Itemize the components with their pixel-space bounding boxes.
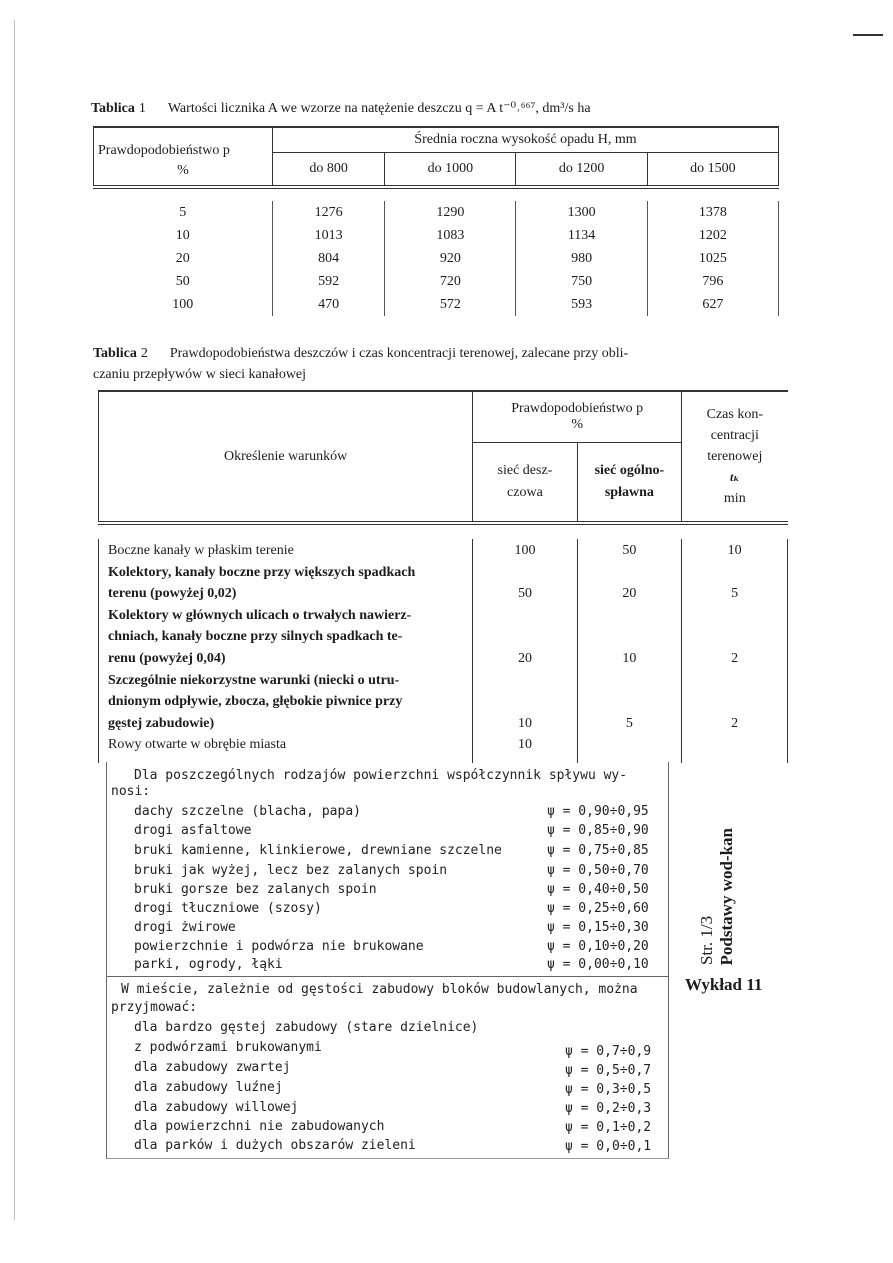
table2-header-prob-label: Prawdopodobieństwo p [511, 401, 644, 416]
table1-cell: 796 [647, 270, 778, 293]
table1-cell: 593 [516, 293, 647, 316]
surface-coefficient: ψ = 0,00÷0,10 [547, 957, 649, 972]
table2-value: 50 [517, 586, 532, 602]
table1-cell: 627 [647, 293, 778, 316]
table2-value [683, 562, 786, 584]
condition-line: Kolektory, kanały boczne przy większych spadkach [108, 564, 416, 580]
table2-header-rain [473, 443, 577, 524]
city-intro: W mieście, zależnie od gęstości zabudowy bloków budowlanych, można [121, 982, 638, 997]
table1-col-header: do 800 [273, 153, 385, 188]
table1-cell: 100 [94, 293, 273, 316]
table2-value: 5 [731, 586, 739, 602]
city-coefficient: ψ = 0,5÷0,7 [565, 1063, 652, 1078]
table2-label: Tablica [93, 346, 137, 361]
table1-cell: 1290 [385, 201, 516, 224]
table2-value: 10 [622, 650, 637, 666]
condition-line: gęstej zabudowie) [108, 715, 215, 731]
table1-cell: 750 [516, 270, 647, 293]
table-row [94, 201, 779, 224]
condition-line: dnionym odpływie, zbocza, głębokie piwnice przy [108, 694, 403, 710]
corner-mark [853, 34, 883, 36]
table2-header-time-unit: min [723, 491, 746, 506]
table2-value: 5 [625, 715, 633, 731]
table2-value [683, 626, 786, 648]
table1-header-prob-label: Prawdopodobieństwo p [98, 142, 230, 158]
table2-header-combined-line: spławna [604, 485, 654, 500]
table2-value: 10 [517, 715, 532, 731]
table1-header-height: Średnia roczna wysokość opadu H, mm [273, 127, 779, 153]
condition-line: Kolektory w głównych ulicach o trwałych nawierz- [108, 607, 412, 623]
city-label: dla bardzo gęstej zabudowy (stare dzielnice) [134, 1020, 479, 1035]
city-coefficient: ψ = 0,2÷0,3 [565, 1101, 652, 1116]
city-intro: przyjmować: [111, 1000, 198, 1015]
table1-cell: 804 [273, 247, 385, 270]
table2-header-prob-unit: % [571, 417, 584, 432]
table2-header-time [682, 391, 788, 523]
surface-coefficient: ψ = 0,10÷0,20 [547, 939, 649, 954]
table2-rain-cell [473, 539, 577, 763]
table1-cell: 720 [385, 270, 516, 293]
table1-cell: 1276 [273, 201, 385, 224]
table2-value [683, 691, 786, 713]
table2-value [579, 734, 681, 756]
table2-value [474, 562, 575, 584]
course-title: Podstawy wod-kan [717, 827, 736, 965]
coef-intro: nosi: [111, 784, 151, 799]
city-label: dla parków i dużych obszarów zieleni [134, 1138, 416, 1153]
table2-header-combined-line: sieć ogólno- [594, 463, 665, 478]
side-annotation [697, 800, 737, 965]
table-row [94, 224, 779, 247]
city-coefficient: ψ = 0,0÷0,1 [565, 1139, 652, 1154]
surface-label: drogi żwirowe [134, 920, 236, 935]
table2-header-rain-line: sieć desz- [497, 463, 553, 478]
table2-value [579, 670, 681, 692]
condition-line: terenu (powyżej 0,02) [108, 586, 237, 602]
table2-value [683, 670, 786, 692]
table1-cell: 50 [94, 270, 273, 293]
condition-line: Boczne kanały w płaskim terenie [108, 543, 294, 558]
city-label: dla zabudowy zwartej [134, 1060, 291, 1075]
table2-value [474, 670, 575, 692]
city-coefficient: ψ = 0,1÷0,2 [565, 1120, 652, 1135]
table1-cell: 1300 [516, 201, 647, 224]
table1-cell: 20 [94, 247, 273, 270]
table2-value: 50 [622, 543, 637, 558]
lecture-label: Wykład 11 [685, 975, 763, 994]
table2-conditions-cell [99, 539, 473, 763]
table2-value [579, 562, 681, 584]
table2-value [683, 734, 786, 756]
surface-coefficient: ψ = 0,85÷0,90 [547, 823, 649, 838]
condition-line: Szczególnie niekorzystne warunki (niecki o utru- [108, 672, 400, 688]
table1-label: Tablica [91, 101, 135, 116]
city-label: dla zabudowy luźnej [134, 1080, 283, 1095]
table2-value: 20 [622, 586, 637, 602]
city-coefficient: ψ = 0,3÷0,5 [565, 1082, 652, 1097]
table2-value [579, 605, 681, 627]
table1-cell: 470 [273, 293, 385, 316]
table1-col-header: do 1000 [385, 153, 516, 188]
surface-label: dachy szczelne (blacha, papa) [134, 804, 361, 819]
table2-value: 2 [731, 650, 739, 666]
table2-value [579, 691, 681, 713]
surface-coefficient: ψ = 0,40÷0,50 [547, 882, 649, 897]
table2-value [579, 626, 681, 648]
table1-cell: 1378 [647, 201, 778, 224]
table1-col-header: do 1200 [516, 153, 647, 188]
table2-value: 10 [517, 737, 532, 753]
table2-header-probability [473, 391, 682, 443]
table1-cell: 1202 [647, 224, 778, 247]
surface-label: drogi asfaltowe [134, 823, 252, 838]
coef-intro: Dla poszczególnych rodzajów powierzchni współczynnik spływu wy- [134, 768, 628, 783]
table2-title-line1: Prawdopodobieństwa deszczów i czas koncentracji terenowej, zalecane przy obli- [169, 346, 629, 361]
table2-value [474, 605, 575, 627]
table2-value [474, 626, 575, 648]
surface-coefficient: ψ = 0,25÷0,60 [547, 901, 649, 916]
runoff-coefficients-surfaces [106, 762, 669, 977]
table2-header-rain-line: czowa [507, 485, 543, 500]
table2-header-conditions: Określenie warunków [99, 391, 473, 523]
table1-caption [91, 100, 591, 117]
table2-value [683, 605, 786, 627]
surface-coefficient: ψ = 0,15÷0,30 [547, 920, 649, 935]
table1-number: 1 [138, 101, 146, 116]
table1-cell: 1083 [385, 224, 516, 247]
surface-label: bruki jak wyżej, lecz bez zalanych spoin [134, 863, 448, 878]
table2-combined-cell [577, 539, 682, 763]
table1-cell: 980 [516, 247, 647, 270]
city-label: z podwórzami brukowanymi [134, 1040, 322, 1055]
table1-cell: 5 [94, 201, 273, 224]
city-label: dla zabudowy willowej [134, 1100, 299, 1115]
table1-cell: 592 [273, 270, 385, 293]
table2-value: 10 [727, 543, 742, 558]
table2-value: 20 [517, 650, 532, 666]
condition-line: renu (powyżej 0,04) [108, 650, 226, 666]
table1-header-probability [94, 127, 273, 187]
table1-cell: 1134 [516, 224, 647, 247]
table1-col-header: do 1500 [647, 153, 778, 188]
table1-title: Wartości licznika A we wzorze na natężenie deszczu q = A t⁻⁰˒⁶⁶⁷, dm³/s ha [167, 101, 591, 116]
table1-cell: 1025 [647, 247, 778, 270]
surface-coefficient: ψ = 0,75÷0,85 [547, 843, 649, 858]
surface-label: bruki kamienne, klinkierowe, drewniane szczelne [134, 843, 502, 858]
table2-value: 2 [731, 715, 739, 731]
table1-header-prob-unit: % [177, 162, 189, 178]
table2-title-line2: czaniu przepływów w sieci kanałowej [93, 367, 307, 382]
table2-header-time-line: terenowej [707, 449, 763, 464]
surface-label: powierzchnie i podwórza nie brukowane [134, 939, 424, 954]
table2-caption [93, 346, 628, 362]
table1 [93, 126, 779, 316]
table2-caption-line2 [93, 367, 306, 383]
city-label: dla powierzchni nie zabudowanych [134, 1119, 385, 1134]
table2-value: 100 [514, 543, 536, 558]
table2-number: 2 [140, 346, 148, 361]
table2-header-time-line: centracji [710, 428, 759, 443]
page-edge-line [14, 20, 15, 1220]
condition-line: chniach, kanały boczne przy silnych spadkach te- [108, 629, 403, 645]
table-row [94, 293, 779, 316]
table1-cell: 1013 [273, 224, 385, 247]
table2-header-combined [577, 443, 682, 524]
surface-coefficient: ψ = 0,50÷0,70 [547, 863, 649, 878]
surface-label: parki, ogrody, łąki [134, 957, 283, 972]
table1-cell: 920 [385, 247, 516, 270]
condition-line: Rowy otwarte w obrębie miasta [108, 737, 287, 753]
page-number: Str. 1/3 [697, 915, 716, 965]
table-row [94, 270, 779, 293]
table2-header-time-line: Czas kon- [706, 407, 763, 422]
table2-header-time-symbol: tₖ [730, 470, 740, 484]
table2-time-cell [682, 539, 788, 763]
surface-label: drogi tłuczniowe (szosy) [134, 901, 322, 916]
table1-cell: 10 [94, 224, 273, 247]
city-coefficient: ψ = 0,7÷0,9 [565, 1044, 652, 1059]
table2 [98, 390, 788, 763]
surface-coefficient: ψ = 0,90÷0,95 [547, 804, 649, 819]
table-row [94, 247, 779, 270]
surface-label: bruki gorsze bez zalanych spoin [134, 882, 377, 897]
runoff-coefficients-city [106, 976, 669, 1159]
table1-cell: 572 [385, 293, 516, 316]
table2-value [474, 691, 575, 713]
